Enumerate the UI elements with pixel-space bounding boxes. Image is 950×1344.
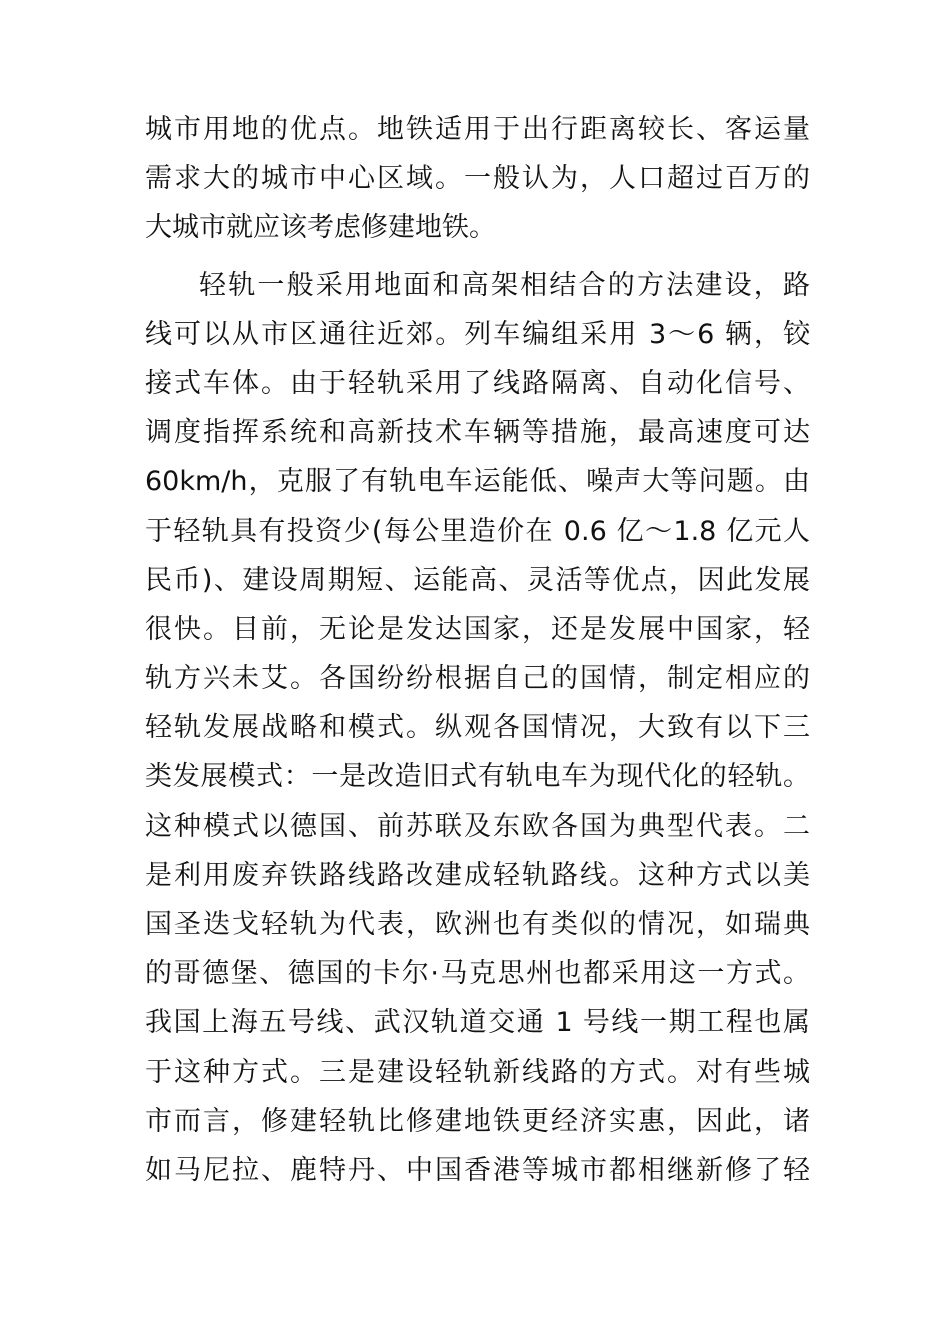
text-line: 很快。目前，无论是发达国家，还是发展中国家，轻 [145,613,810,645]
text-line: 城市用地的优点。地铁适用于出行距离较长、客运量 [145,114,810,145]
text-line: 线可以从市区通往近郊。列车编组采用 3～6 辆，铰 [145,318,810,350]
text-line: 大城市就应该考虑修建地铁。 [145,212,496,244]
text-line: 轻轨一般采用地面和高架相结合的方法建设，路 [199,269,810,301]
text-line: 国圣迭戈轻轨为代表，欧洲也有类似的情况，如瑞典 [145,909,810,940]
text-line: 于这种方式。三是建设轻轨新线路的方式。对有些城 [145,1056,810,1088]
paragraph-gap [145,253,810,261]
text-line: 市而言，修建轻轨比修建地铁更经济实惠，因此，诸 [145,1105,810,1137]
paragraph-1 [145,105,810,253]
body-text [145,105,810,1195]
text-line: 的哥德堡、德国的卡尔·马克思州也都采用这一方式。 [145,958,810,990]
text-line: 类发展模式：一是改造旧式有轨电车为现代化的轻轨。 [145,761,810,793]
text-line: 如马尼拉、鹿特丹、中国香港等城市都相继新修了轻 [145,1154,810,1186]
text-line: 轻轨发展战略和模式。纵观各国情况，大致有以下三 [145,712,810,744]
text-line: 于轻轨具有投资少(每公里造价在 0.6 亿～1.8 亿元人 [145,515,810,547]
text-line: 接式车体。由于轻轨采用了线路隔离、自动化信号、 [145,367,810,399]
text-line: 轨方兴未艾。各国纷纷根据自己的国情，制定相应的 [145,663,810,695]
text-line: 60km/h，克服了有轨电车运能低、噪声大等问题。由 [145,466,810,498]
text-line: 是利用废弃铁路线路改建成轻轨路线。这种方式以美 [145,859,810,891]
text-line: 我国上海五号线、武汉轨道交通 1 号线一期工程也属 [145,1007,810,1039]
text-line: 这种模式以德国、前苏联及东欧各国为典型代表。二 [145,810,810,842]
text-line: 调度指挥系统和高新技术车辆等措施，最高速度可达 [145,417,810,449]
text-line: 民币)、建设周期短、运能高、灵活等优点，因此发展 [145,564,810,596]
text-line: 需求大的城市中心区域。一般认为，人口超过百万的 [145,163,810,195]
paragraph-2 [145,261,810,1196]
